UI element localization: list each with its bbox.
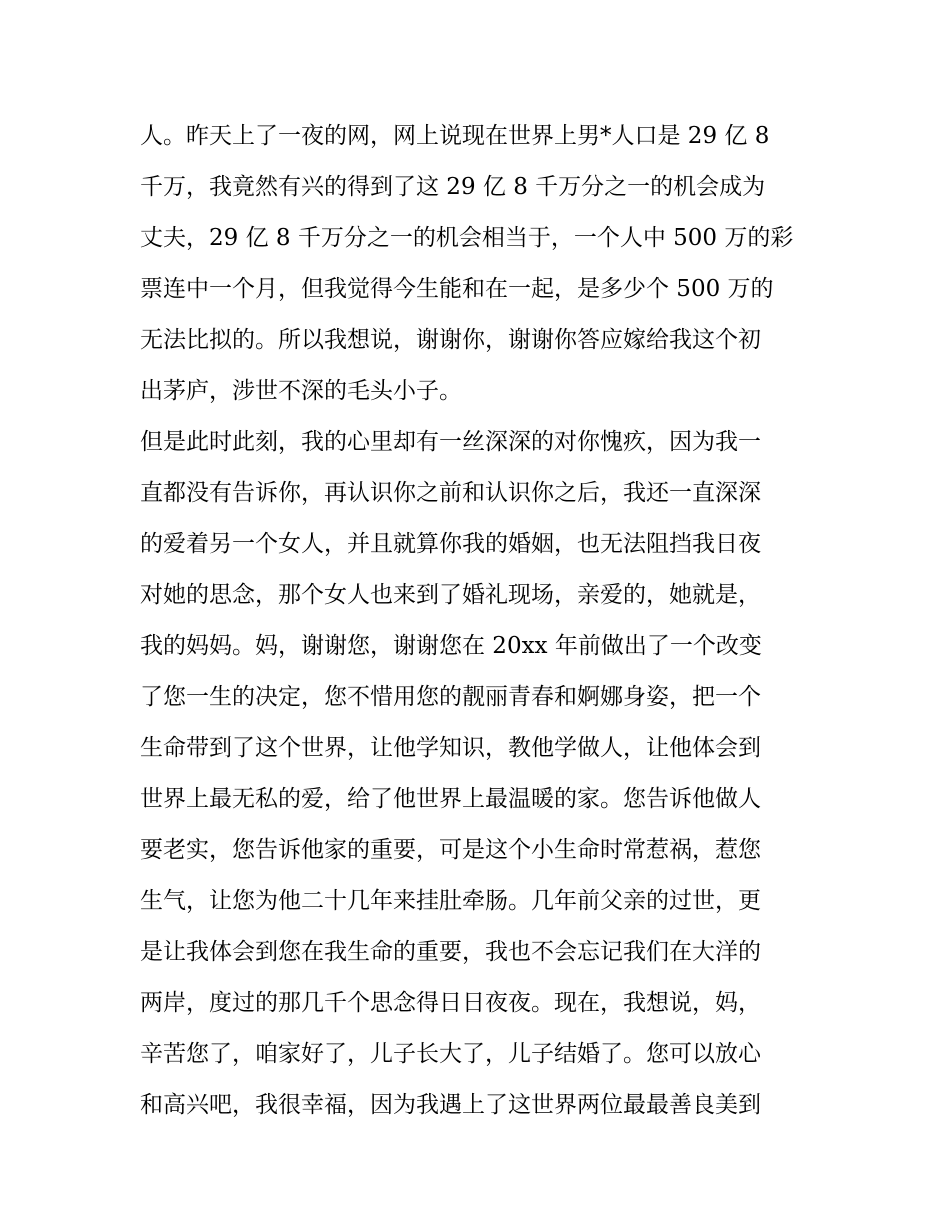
text-line: 是让我体会到您在我生命的重要，我也不会忘记我们在大洋的 [140,939,761,965]
text-line: 出茅庐，涉世不深的毛头小子。 [140,378,462,404]
text-line: 生气，让您为他二十几年来挂肚牵肠。几年前父亲的过世，更 [140,888,761,914]
text-line: 千万，我竟然有兴的得到了这 29 亿 8 千万分之一的机会成为 [140,174,766,200]
text-line: 但是此时此刻，我的心里却有一丝深深的对你愧疚，因为我一 [140,429,761,455]
body-text [140,111,820,1131]
text-line: 和高兴吧，我很幸福，因为我遇上了这世界两位最最善良美到 [140,1092,761,1118]
text-line: 要老实，您告诉他家的重要，可是这个小生命时常惹祸，惹您 [140,837,761,863]
text-line: 票连中一个月，但我觉得今生能和在一起，是多少个 500 万的 [140,276,774,302]
text-line: 我的妈妈。妈，谢谢您，谢谢您在 20xx 年前做出了一个改变 [140,633,762,659]
text-line: 辛苦您了，咱家好了，儿子长大了，儿子结婚了。您可以放心 [140,1041,761,1067]
text-line: 对她的思念，那个女人也来到了婚礼现场，亲爱的，她就是， [140,582,761,608]
text-line: 世界上最无私的爱，给了他世界上最温暖的家。您告诉他做人 [140,786,761,812]
text-line: 人。昨天上了一夜的网，网上说现在世界上男*人口是 29 亿 8 [140,123,770,149]
text-line: 直都没有告诉你，再认识你之前和认识你之后，我还一直深深 [140,480,761,506]
text-line: 丈夫，29 亿 8 千万分之一的机会相当于，一个人中 500 万的彩 [140,225,794,251]
text-line: 两岸，度过的那几千个思念得日日夜夜。现在，我想说，妈， [140,990,761,1016]
text-line: 的爱着另一个女人，并且就算你我的婚姻，也无法阻挡我日夜 [140,531,761,557]
text-line: 生命带到了这个世界，让他学知识，教他学做人，让他体会到 [140,735,761,761]
text-line: 了您一生的决定，您不惜用您的靓丽青春和婀娜身姿，把一个 [140,684,761,710]
text-line: 无法比拟的。所以我想说，谢谢你，谢谢你答应嫁给我这个初 [140,327,761,353]
